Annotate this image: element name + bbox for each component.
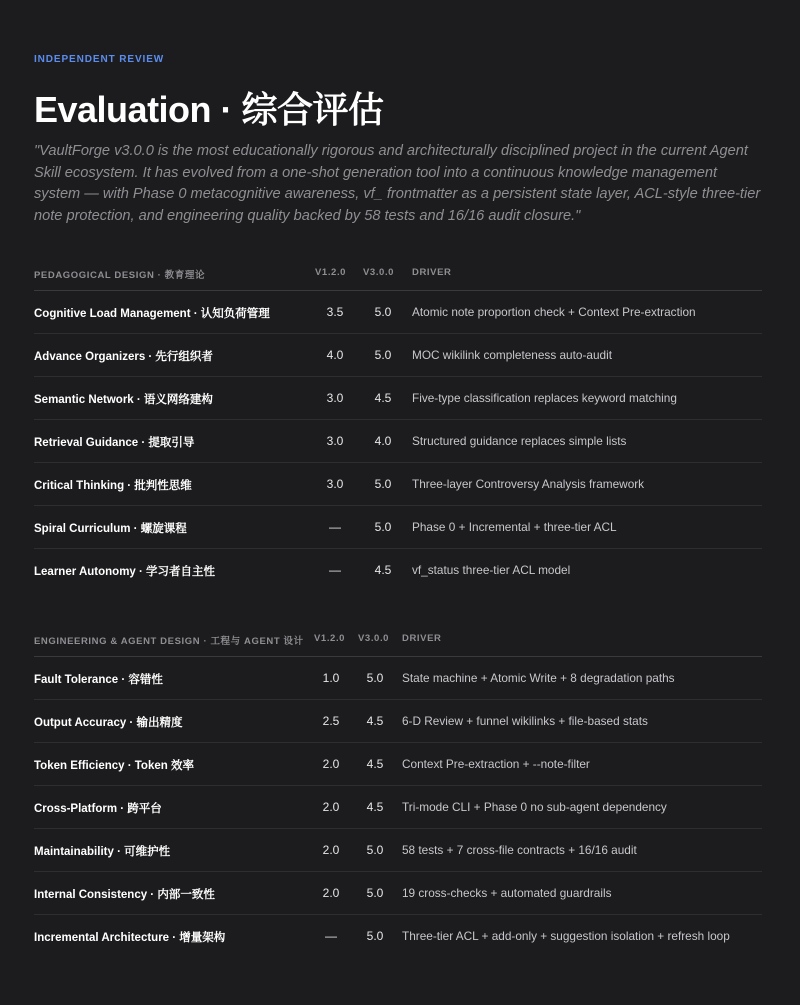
- table-row: [34, 420, 762, 463]
- row-name: Output Accuracy · 输出精度: [34, 717, 183, 729]
- row-driver: MOC wikilink completeness auto-audit: [412, 348, 612, 362]
- row-v3-score: 5.0: [374, 477, 392, 491]
- row-driver: Structured guidance replaces simple lists: [412, 434, 627, 448]
- row-driver: Tri-mode CLI + Phase 0 no sub-agent dependency: [402, 800, 667, 814]
- column-header-v1: V1.2.0: [314, 633, 346, 644]
- row-v1-score: 2.5: [322, 714, 340, 728]
- row-name: Spiral Curriculum · 螺旋课程: [34, 523, 187, 535]
- row-v3-score: 5.0: [374, 348, 392, 362]
- column-header-driver: DRIVER: [412, 267, 452, 278]
- row-driver: Three-tier ACL + add-only + suggestion isolation + refresh loop: [402, 929, 730, 943]
- row-v1-score: 2.0: [322, 843, 340, 857]
- table-row: [34, 506, 762, 549]
- row-name: Maintainability · 可维护性: [34, 846, 171, 858]
- row-driver: vf_status three-tier ACL model: [412, 563, 571, 577]
- row-v1-score: —: [329, 520, 341, 534]
- table-header: [34, 256, 762, 291]
- row-v1-score: 3.5: [326, 305, 344, 319]
- row-v3-score: 5.0: [366, 671, 384, 685]
- row-name: Critical Thinking · 批判性思维: [34, 480, 192, 492]
- row-driver: Five-type classification replaces keyword matching: [412, 391, 677, 405]
- section-title: PEDAGOGICAL DESIGN · 教育理论: [34, 270, 206, 281]
- table-row: [34, 657, 762, 700]
- row-v3-score: 5.0: [366, 929, 384, 943]
- table-row: [34, 915, 762, 957]
- row-v3-score: 4.5: [366, 714, 384, 728]
- table-row: [34, 700, 762, 743]
- table-row: [34, 872, 762, 915]
- table-row: [34, 377, 762, 420]
- row-name: Advance Organizers · 先行组织者: [34, 351, 213, 363]
- row-name: Internal Consistency · 内部一致性: [34, 889, 215, 901]
- column-header-v3: V3.0.0: [358, 633, 390, 644]
- row-driver: State machine + Atomic Write + 8 degradation paths: [402, 671, 675, 685]
- row-v1-score: —: [329, 563, 341, 577]
- row-v1-score: —: [325, 929, 337, 943]
- column-header-driver: DRIVER: [402, 633, 442, 644]
- row-name: Retrieval Guidance · 提取引导: [34, 437, 195, 449]
- row-name: Token Efficiency · Token 效率: [34, 760, 194, 772]
- row-driver: 19 cross-checks + automated guardrails: [402, 886, 612, 900]
- row-v3-score: 5.0: [366, 843, 384, 857]
- table-row: [34, 743, 762, 786]
- table-row: [34, 786, 762, 829]
- row-v1-score: 3.0: [326, 434, 344, 448]
- row-v3-score: 4.5: [374, 563, 392, 577]
- row-v3-score: 4.0: [374, 434, 392, 448]
- row-v1-score: 1.0: [322, 671, 340, 685]
- row-v3-score: 5.0: [374, 520, 392, 534]
- row-driver: 6-D Review + funnel wikilinks + file-based stats: [402, 714, 648, 728]
- row-v3-score: 4.5: [374, 391, 392, 405]
- row-v1-score: 4.0: [326, 348, 344, 362]
- row-v1-score: 2.0: [322, 800, 340, 814]
- eyebrow-label: INDEPENDENT REVIEW: [34, 54, 165, 65]
- row-v3-score: 5.0: [366, 886, 384, 900]
- row-name: Incremental Architecture · 增量架构: [34, 932, 226, 944]
- row-name: Learner Autonomy · 学习者自主性: [34, 566, 216, 578]
- row-driver: Three-layer Controversy Analysis framework: [412, 477, 645, 491]
- row-name: Fault Tolerance · 容错性: [34, 674, 163, 686]
- row-v1-score: 3.0: [326, 391, 344, 405]
- row-driver: Atomic note proportion check + Context Pre-extraction: [412, 305, 696, 319]
- table-row: [34, 334, 762, 377]
- column-header-v3: V3.0.0: [363, 267, 395, 278]
- row-name: Cognitive Load Management · 认知负荷管理: [34, 308, 270, 320]
- row-driver: Context Pre-extraction + --note-filter: [402, 757, 590, 771]
- table-row: [34, 829, 762, 872]
- row-driver: Phase 0 + Incremental + three-tier ACL: [412, 520, 617, 534]
- row-v1-score: 3.0: [326, 477, 344, 491]
- page-title: Evaluation · 综合评估: [34, 89, 384, 130]
- row-v1-score: 2.0: [322, 757, 340, 771]
- table-row: [34, 291, 762, 334]
- row-v3-score: 4.5: [366, 757, 384, 771]
- table-row: [34, 549, 762, 591]
- row-name: Semantic Network · 语义网络建构: [34, 394, 213, 406]
- row-driver: 58 tests + 7 cross-file contracts + 16/16 audit: [402, 843, 637, 857]
- table-header: [34, 622, 762, 657]
- row-name: Cross-Platform · 跨平台: [34, 803, 162, 815]
- row-v3-score: 4.5: [366, 800, 384, 814]
- engineering-agent-design-table: [34, 622, 762, 957]
- section-title: ENGINEERING & AGENT DESIGN · 工程与 AGENT 设计: [34, 636, 304, 647]
- row-v1-score: 2.0: [322, 886, 340, 900]
- column-header-v1: V1.2.0: [315, 267, 347, 278]
- table-row: [34, 463, 762, 506]
- pedagogical-design-table: [34, 256, 762, 591]
- review-quote: "VaultForge v3.0.0 is the most educationally rigorous and architecturally disciplined project in the current Agent Skill ecosystem. It has evolved from a one-shot generation tool into a continuous knowledge management system — with Phase 0 metacognitive awareness, vf_ frontmatter as a persistent state layer, ACL-style three-tier note protection, and engineering quality backed by 58 tests and 16/16 audit closure.": [34, 143, 761, 224]
- row-v3-score: 5.0: [374, 305, 392, 319]
